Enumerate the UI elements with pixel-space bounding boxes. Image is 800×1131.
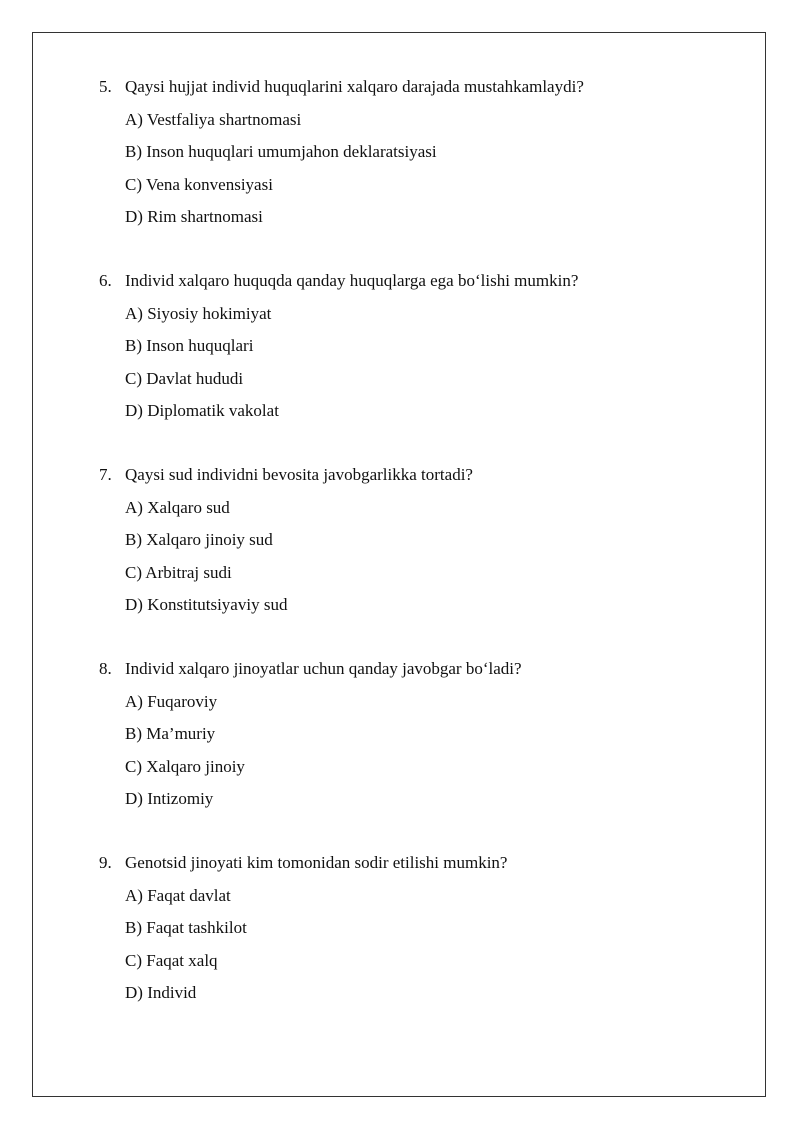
answer-option-b: B) Faqat tashkilot (125, 918, 247, 937)
question-6 (99, 268, 759, 424)
question-text: Qaysi sud individni bevosita javobgarlikka tortadi? (125, 465, 473, 484)
question-text: Qaysi hujjat individ huquqlarini xalqaro darajada mustahkamlaydi? (125, 77, 584, 96)
answer-options (99, 883, 759, 1007)
answer-options (99, 495, 759, 619)
question-number: 8. (99, 659, 112, 678)
answer-option-d: D) Rim shartnomasi (125, 207, 263, 226)
answer-option-d: D) Konstitutsiyaviy sud (125, 595, 288, 614)
answer-option-a: A) Siyosiy hokimiyat (125, 303, 272, 323)
question-8 (99, 656, 759, 812)
answer-option-a: A) Xalqaro sud (125, 497, 230, 517)
answer-option-c: C) Davlat hududi (125, 368, 244, 388)
answer-option-c: C) Vena konvensiyasi (125, 174, 273, 194)
answer-options (99, 301, 759, 425)
answer-option-d: D) Diplomatik vakolat (125, 401, 279, 420)
question-number: 9. (99, 853, 112, 872)
question-number: 6. (99, 271, 112, 290)
question-header (99, 656, 759, 682)
question-text: Individ xalqaro huquqda qanday huquqlarga ega bo‘lishi mumkin? (125, 271, 579, 290)
answer-option-a: A) Faqat davlat (125, 885, 231, 905)
question-header (99, 268, 759, 294)
answer-option-d: D) Individ (125, 983, 197, 1002)
question-5 (99, 74, 759, 230)
answer-option-b: B) Xalqaro jinoiy sud (125, 530, 273, 549)
answer-option-b: B) Inson huquqlari umumjahon deklaratsiyasi (125, 142, 437, 161)
question-header (99, 850, 759, 876)
answer-options (99, 689, 759, 813)
question-7 (99, 462, 759, 618)
answer-option-c: C) Faqat xalq (125, 950, 218, 970)
answer-option-a: A) Vestfaliya shartnomasi (125, 109, 302, 129)
answer-option-b: B) Inson huquqlari (125, 336, 254, 355)
question-number: 7. (99, 465, 112, 484)
answer-options (99, 107, 759, 231)
question-header (99, 462, 759, 488)
answer-option-c: C) Arbitraj sudi (125, 562, 232, 582)
answer-option-d: D) Intizomiy (125, 789, 214, 808)
question-text: Genotsid jinoyati kim tomonidan sodir etilishi mumkin? (125, 853, 508, 872)
question-list (99, 74, 759, 1044)
answer-option-b: B) Ma’muriy (125, 724, 216, 743)
question-9 (99, 850, 759, 1006)
answer-option-c: C) Xalqaro jinoiy (125, 756, 245, 776)
question-header (99, 74, 759, 100)
answer-option-a: A) Fuqaroviy (125, 691, 218, 711)
question-number: 5. (99, 77, 112, 96)
question-text: Individ xalqaro jinoyatlar uchun qanday javobgar bo‘ladi? (125, 659, 522, 678)
